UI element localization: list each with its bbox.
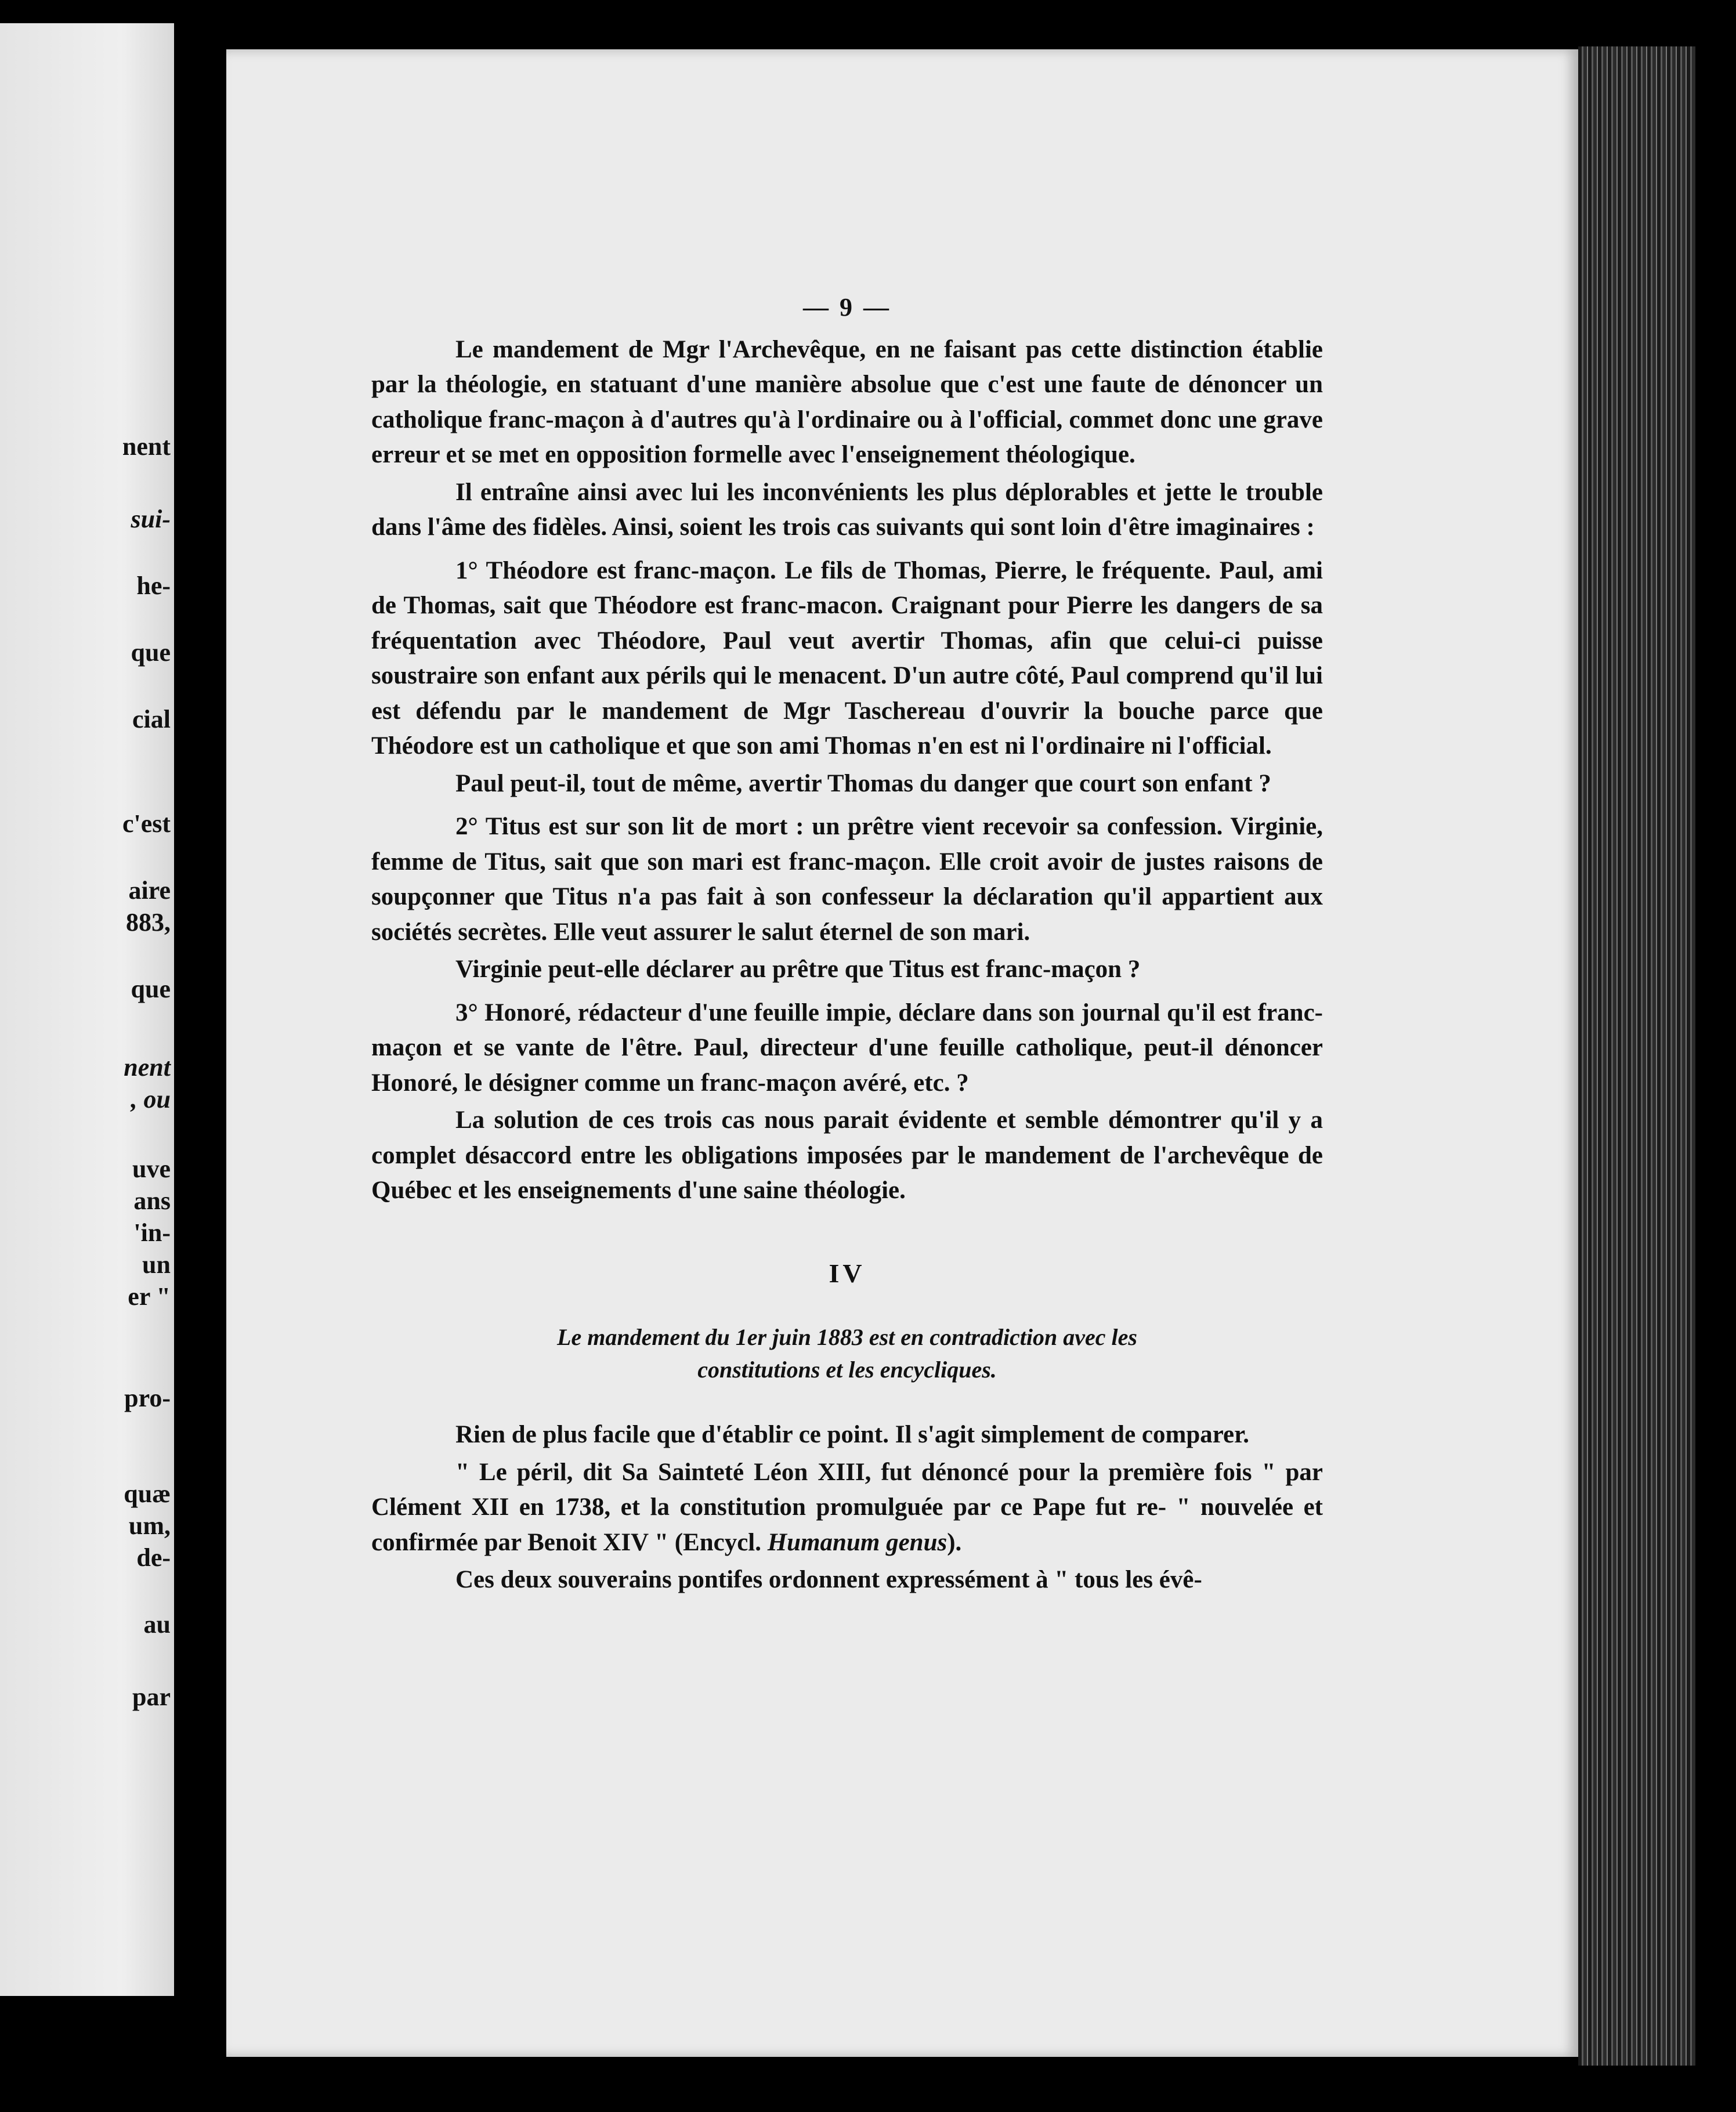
paragraph-case-1: 1° Théodore est franc-maçon. Le fils de Thomas, Pierre, le fréquente. Paul, ami de Thomas, sait que Théodore est franc-macon. Craignant pour Pierre les dangers de sa fréquentation avec Théodore, Paul veut avertir Thomas, afin que celui-ci puisse soustraire son enfant aux périls qui le menacent. D'un autre côté, Paul comprend qu'il lui est défendu par le mandement de Mgr Taschereau d'ouvrir la bouche parce que Théodore est un catholique et que son ami Thomas n'en est ni l'ordinaire ni l'official. [371,556,1323,760]
left-page-text-fragment: quæ [124,1480,171,1508]
left-page-text-fragment: ans [133,1187,171,1215]
section-subtitle-line: Le mandement du 1er juin 1883 est en contradiction avec les [557,1324,1137,1350]
left-page-text-fragment: un [142,1250,171,1279]
left-page-text-fragment: c'est [122,809,171,838]
section-subtitle-line: constitutions et les encycliques. [697,1357,997,1383]
section-number: IV [829,1258,866,1288]
quote-text: " Le péril, dit Sa Sainteté Léon XIII, fut dénoncé pour la première fois " par Clément XII en 1738, et la constitution promulguée par ce Pape fut re- " nouvelée et confirmée par Benoit XIV " (Encycl. [371,1458,1323,1556]
left-page-text-fragment: que [131,638,171,667]
left-page-text-fragment: nent [124,1053,171,1082]
left-page-text-fragment: pro- [124,1384,171,1412]
left-page-text-fragment: , ou [131,1085,171,1113]
paragraph: Ces deux souverains pontifes ordonnent expressément à " tous les évê- [455,1566,1202,1593]
left-page-text-fragment: sui- [131,505,171,533]
section-subtitle [371,1321,1323,1386]
paragraph: La solution de ces trois cas nous parait évidente et semble démontrer qu'il y a complet désaccord entre les obligations imposées par le mandement de l'archevêque de Québec et les enseignements d'une saine théologie. [371,1106,1323,1204]
left-page-text-fragment: uve [132,1155,171,1183]
left-page-text-fragment: aire [128,876,171,905]
text-block [371,290,1323,1598]
paragraph: Virginie peut-elle déclarer au prêtre que Titus est franc-maçon ? [455,956,1141,983]
quote-paragraph [371,1455,1323,1561]
left-page-text-fragment: 'in- [133,1218,171,1247]
left-page-text-fragment: par [132,1683,171,1711]
left-page-text-fragment: cial [132,705,171,733]
paragraph: Rien de plus facile que d'établir ce point. Il s'agit simplement de comparer. [455,1421,1250,1448]
paragraph: Il entraîne ainsi avec lui les inconvénients les plus déplorables et jette le trouble dans l'âme des fidèles. Ainsi, soient les trois cas suivants qui sont loin d'être imaginaires : [371,478,1323,541]
quote-italic: Humanum genus [767,1528,947,1556]
left-page-text-fragment: que [131,975,171,1003]
paragraph-case-2: 2° Titus est sur son lit de mort : un prêtre vient recevoir sa confession. Virginie, femme de Titus, sait que son mari est franc-maçon. Elle croit avoir de justes raisons de soupçonner que Titus n'a pas fait à son confesseur la déclaration qu'il appartient aux sociétés secrètes. Elle veut assurer le salut éternel de son mari. [371,813,1323,946]
page-number: — 9 — [803,293,891,321]
left-page-text-fragment: nent [122,432,171,461]
left-facing-page [0,23,174,1996]
page-edges [1578,46,1736,2066]
left-page-text-fragment: he- [136,572,171,600]
left-page-text-fragment: er " [128,1282,171,1311]
left-page-text-fragment: au [143,1610,171,1639]
left-page-text-fragment: um, [128,1511,171,1540]
paragraph-case-3: 3° Honoré, rédacteur d'une feuille impie, déclare dans son journal qu'il est franc-maçon et se vante de l'être. Paul, directeur d'une feuille catholique, peut-il dénoncer Honoré, le désigner comme un franc-maçon avéré, etc. ? [371,999,1323,1097]
book-gutter [174,0,226,2112]
paragraph: Le mandement de Mgr l'Archevêque, en ne faisant pas cette distinction établie par la théologie, en statuant d'une manière absolue que c'est une faute de dénoncer un catholique franc-maçon à d'autres qu'à l'ordinaire ou à l'official, commet donc une grave erreur et se met en opposition formelle avec l'enseignement théologique. [371,335,1323,468]
paragraph: Paul peut-il, tout de même, avertir Thomas du danger que court son enfant ? [455,769,1271,797]
quote-text-end: ). [947,1528,962,1556]
left-page-text-fragment: de- [136,1543,171,1572]
left-page-text-fragment: 883, [126,908,171,936]
